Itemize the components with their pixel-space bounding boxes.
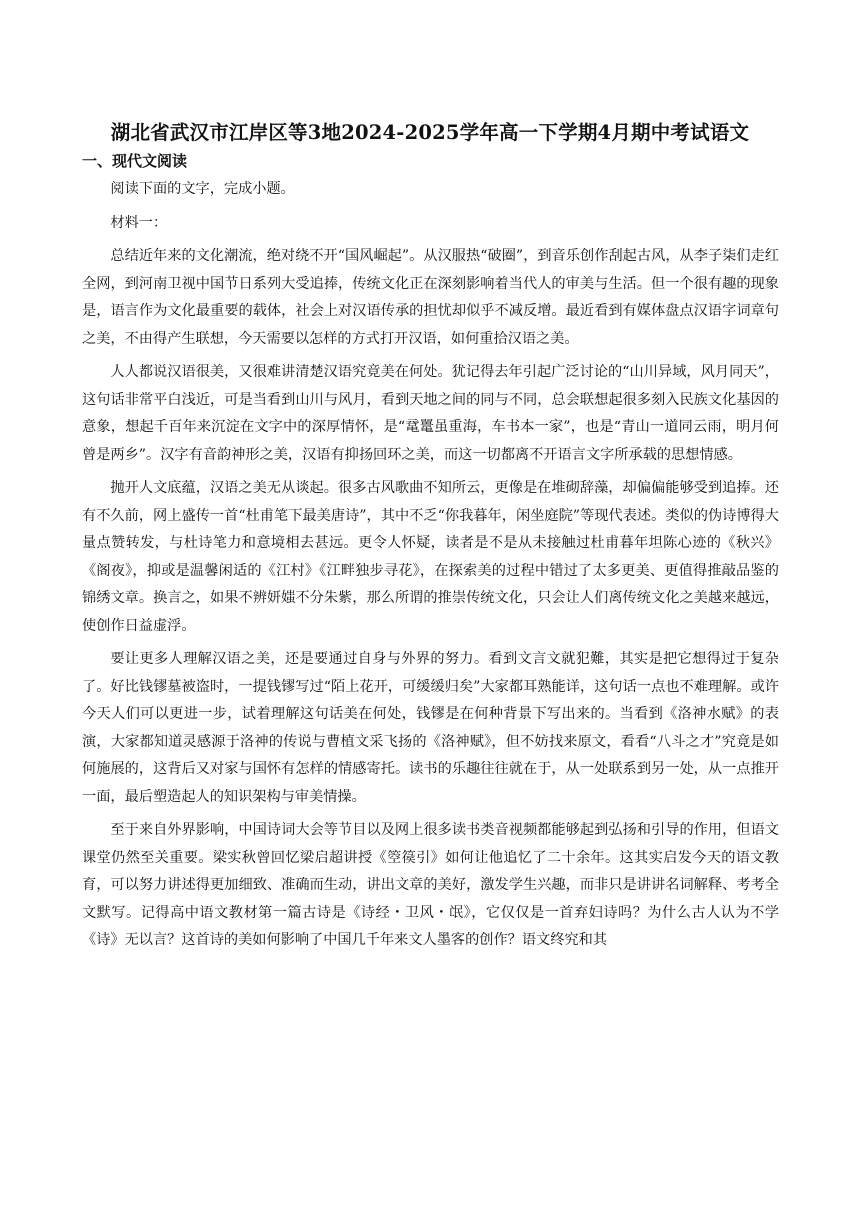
paragraph-2: 人人都说汉语很美，又很难讲清楚汉语究竟美在何处。犹记得去年引起广泛讨论的“山川异域，风月同天”，这句话非常平白浅近，可是当看到山川与风月，看到天地之间的同与不同，总会联想起很多刻入民族文化基因的意象，想起千百年来沉淀在文字中的深厚情怀，是“鼋鼍虽重海，车书本一家”，也是“青山一道同云雨，明月何曾是两乡”。汉字有音韵神形之美，汉语有抑扬回环之美，而这一切都离不开语言文字所承载的思想情感。 xyxy=(82,364,779,463)
material-label: 材料一： xyxy=(110,214,168,231)
paragraph-1: 总结近年来的文化潮流，绝对绕不开“国风崛起”。从汉服热“破圈”，到音乐创作刮起古风，从李子柒们走红全网，到河南卫视中国节日系列大受追捧，传统文化正在深刻影响着当代人的审美与生活。但一个很有趣的现象是，语言作为文化最重要的载体，社会上对汉语传承的担忧却似乎不减反增。最近看到有媒体盘点汉语字词章句之美，不由得产生联想，今天需要以怎样的方式打开汉语，如何重拾汉语之美。 xyxy=(82,248,779,347)
paragraph-3: 抛开人文底蕴，汉语之美无从谈起。很多古风歌曲不知所云，更像是在堆砌辞藻，却偏偏能够受到追捧。还有不久前，网上盛传一首“杜甫笔下最美唐诗”，其中不乏“你我暮年，闲坐庭院”等现代表述。类似的伪诗博得大量点赞转发，与杜诗笔力和意境相去甚远。更令人怀疑，读者是不是从未接触过杜甫暮年坦陈心迹的《秋兴》《阁夜》，抑或是温馨闲适的《江村》《江畔独步寻花》，在探索美的过程中错过了太多更美、更值得推敲品鉴的锦绣文章。换言之，如果不辨妍媸不分朱紫，那么所谓的推崇传统文化，只会让人们离传统文化之美越来越远，使创作日益虚浮。 xyxy=(82,480,779,634)
paragraph-4: 要让更多人理解汉语之美，还是要通过自身与外界的努力。看到文言文就犯難，其实是把它想得过于复杂了。好比钱镠墓被盗时，一提钱镠写过“陌上花开，可缓缓归矣”大家都耳熟能详，这句话一点也不难理解。或许今天人们可以更进一步，试着理解这句话美在何处，钱镠是在何种背景下写出来的。当看到《洛神水赋》的表演，大家都知道灵感源于洛神的传说与曹植文采飞扬的《洛神赋》，但不妨找来原文，看看“八斗之才”究竟是如何施展的，这背后又对家与国怀有怎样的情感寄托。读书的乐趣往往就在于，从一处联系到另一处，从一点推开一面，最后塑造起人的知识架构与审美情操。 xyxy=(82,651,779,805)
paragraph-5: 至于来自外界影响，中国诗词大会等节目以及网上很多读书类音视频都能够起到弘扬和引导的作用，但语文课堂仍然至关重要。梁实秋曾回忆梁启超讲授《箜篌引》如何让他追忆了二十余年。这其实启发今天的语文教育，可以努力讲述得更加细致、准确而生动，讲出文章的美好，激发学生兴趣，而非只是讲讲名词解释、考考全文默写。记得高中语文教材第一篇古诗是《诗经・卫风・氓》，它仅仅是一首弃妇诗吗？为什么古人认为不学《诗》无以言？这首诗的美如何影响了中国几千年来文人墨客的创作？语文终究和其 xyxy=(82,822,779,948)
document-body xyxy=(82,176,779,961)
section-heading: 一、现代文阅读 xyxy=(82,152,188,170)
document-title: 湖北省武汉市江岸区等3地2024-2025学年高一下学期4月期中考试语文 xyxy=(110,121,750,144)
instruction-text: 阅读下面的文字，完成小题。 xyxy=(110,181,295,197)
